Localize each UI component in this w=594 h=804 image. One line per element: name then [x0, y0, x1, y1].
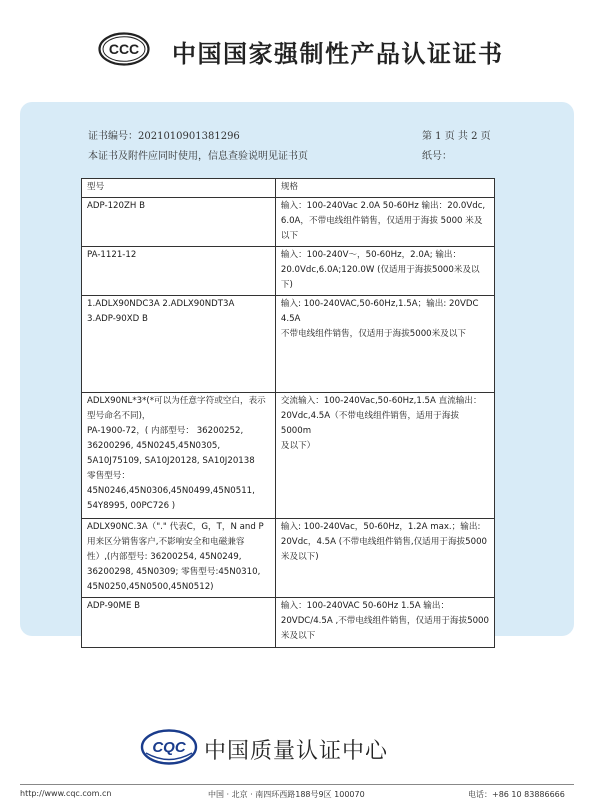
- spec-text: 输入: 100-240VAC,50-60Hz,1.5A；输出: 20VDC 4.5A 不带电线组件销售，仅适用于海拔5000米及以下: [280, 299, 479, 339]
- spec-cell: [275, 598, 494, 648]
- model-cell: [82, 393, 276, 519]
- page-info: 第 1 页 共 2 页: [422, 131, 491, 142]
- footer-address: 中国 · 北京 · 南四环西路188号9区 100070: [208, 790, 365, 799]
- notice-text: 本证书及附件应同时使用，信息查验说明见证书页: [88, 151, 308, 162]
- cert-number-value: 2021010901381296: [138, 131, 240, 142]
- model-cell: [82, 198, 276, 247]
- footer-website: http://www.cqc.com.cn: [20, 789, 112, 798]
- certificate-header: [0, 28, 594, 78]
- spec-text: 输入：100-240V～，50-60Hz，2.0A; 输出： 20.0Vdc,6.0A;120.0W (仅适用于海拔5000米及以 下): [280, 250, 480, 290]
- spec-text: 输入: 100-240Vac，50-60Hz，1.2A max.；输出: 20Vdc，4.5A (不带电线组件销售,仅适用于海拔5000 米及以下): [280, 522, 488, 562]
- paper-no-label: 纸号：: [422, 151, 452, 162]
- model-cell: [82, 598, 276, 648]
- footer-divider: [20, 784, 574, 785]
- spec-text: 交流输入：100-240Vac,50-60Hz,1.5A 直流输出： 20Vdc,4.5A（不带电线组件销售，适用于海拔5000m 及以下）: [280, 396, 482, 451]
- table-header-row: [82, 179, 495, 198]
- footer-org-name: 中国质量认证中心: [204, 739, 389, 764]
- cert-number-label: 证书编号：: [88, 131, 138, 142]
- ccc-logo: [98, 32, 150, 66]
- model-text: 1.ADLX90NDC3A 2.ADLX90NDT3A 3.ADP-90XD B: [87, 299, 235, 324]
- model-text: ADP-90ME B: [87, 601, 140, 611]
- cert-number-row: [88, 127, 240, 142]
- column-header-spec: 规格: [275, 179, 494, 198]
- spec-cell: [275, 393, 494, 519]
- table-row: [82, 198, 495, 247]
- spec-cell: [275, 247, 494, 296]
- column-header-model: 型号: [82, 179, 276, 198]
- model-text: PA-1121-12: [87, 250, 137, 260]
- spec-text: 输入：100-240Vac 2.0A 50-60Hz 输出：20.0Vdc, 6.0A，不带电线组件销售，仅适用于海拔 5000 米及 以下: [280, 201, 486, 241]
- spec-cell: [275, 519, 494, 598]
- model-text: ADP-120ZH B: [87, 201, 145, 211]
- footer-phone: 电话：+86 10 83886666: [468, 790, 565, 799]
- spec-cell: [275, 198, 494, 247]
- model-cell: [82, 247, 276, 296]
- table-row: [82, 519, 495, 598]
- model-cell: [82, 296, 276, 393]
- table-row: [82, 393, 495, 519]
- spec-text: 输入：100-240VAC 50-60Hz 1.5A 输出： 20VDC/4.5A ,不带电线组件销售，仅适用于海拔5000 米及以下: [280, 601, 489, 641]
- table-row: [82, 296, 495, 393]
- spec-cell: [275, 296, 494, 393]
- model-cell: [82, 519, 276, 598]
- models-table: [81, 178, 495, 648]
- model-text: ADLX90NC.3A（"." 代表C，G，T，N and P 用来区分销售客户,不影响安全和电磁兼容 性）,(内部型号: 36200254, 45N0249, 36200298, 45N0309; 零售型号:45N0310, 45N0250,45N0500,45N0512): [87, 522, 264, 592]
- table-row: [82, 598, 495, 648]
- certificate-title: 中国国家强制性产品认证证书: [172, 40, 504, 68]
- model-text: ADLX90NL*3*(*可以为任意字符或空白，表示 型号命名不同)， PA-1900-72，( 内部型号： 36200252, 36200296, 45N0245,45N0305, 5A10J75109, SA10J20128, SA10J20138 零售型号： 45N0246,45N0306,45N0499,45N0511, 54Y8995, 00PC726 ): [87, 396, 266, 511]
- ccc-logo-text: CCC: [108, 41, 140, 57]
- cqc-logo: [140, 728, 198, 766]
- cqc-logo-text: CQC: [152, 739, 186, 756]
- table-row: [82, 247, 495, 296]
